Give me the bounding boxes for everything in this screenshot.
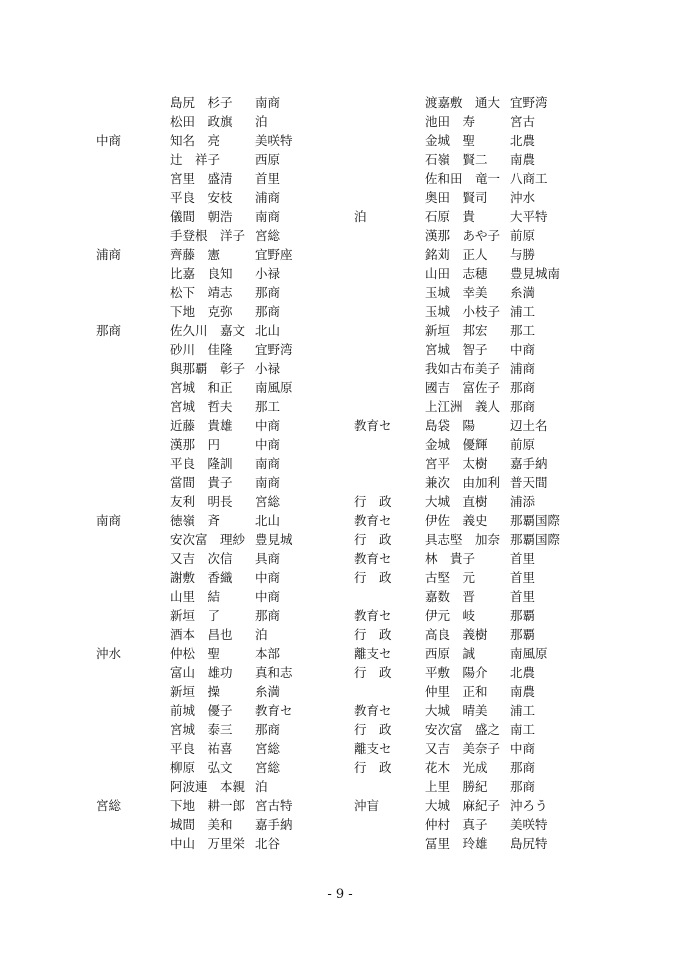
school-name: 西原: [255, 152, 281, 167]
table-row: [0, 511, 340, 530]
group-label: 行 政: [354, 570, 392, 585]
school-name: 那覇国際: [510, 532, 561, 547]
table-row: [340, 739, 680, 758]
school-name: 豊見城南: [510, 266, 561, 281]
table-row: [340, 169, 680, 188]
person-name: 國吉 富佐子: [425, 380, 501, 395]
person-name: 前城 優子: [170, 703, 233, 718]
table-row: [0, 663, 340, 682]
school-name: 中商: [255, 589, 281, 604]
school-name: 那商: [510, 380, 536, 395]
group-label: 行 政: [354, 722, 392, 737]
person-name: 砂川 佳隆: [170, 342, 233, 357]
school-name: 北農: [510, 133, 536, 148]
person-name: 宮城 泰三: [170, 722, 233, 737]
school-name: 中商: [510, 342, 536, 357]
school-name: 美咲特: [510, 817, 548, 832]
school-name: 南農: [510, 684, 536, 699]
table-row: [340, 302, 680, 321]
person-name: 富山 雄功: [170, 665, 233, 680]
person-name: 山里 結: [170, 589, 221, 604]
table-row: [340, 758, 680, 777]
right-column: [340, 93, 680, 853]
school-name: 那工: [510, 323, 536, 338]
table-row: [340, 207, 680, 226]
person-name: 平良 隆訓: [170, 456, 233, 471]
person-name: 石嶺 賢二: [425, 152, 488, 167]
school-name: 那商: [255, 285, 281, 300]
school-name: 泊: [255, 114, 268, 129]
person-name: 宮里 盛清: [170, 171, 233, 186]
group-label: 行 政: [354, 627, 392, 642]
group-label: 那商: [96, 323, 122, 338]
school-name: 前原: [510, 437, 536, 452]
school-name: 宮総: [255, 741, 281, 756]
person-name: 伊元 岐: [425, 608, 476, 623]
school-name: 北農: [510, 665, 536, 680]
school-name: 北山: [255, 513, 281, 528]
table-row: [0, 321, 340, 340]
table-row: [0, 720, 340, 739]
table-row: [340, 416, 680, 435]
table-row: [340, 340, 680, 359]
school-name: 豊見城: [255, 532, 293, 547]
person-name: 冨里 玲雄: [425, 836, 488, 851]
person-name: 古堅 元: [425, 570, 476, 585]
school-name: 本部: [255, 646, 281, 661]
person-name: 當間 貴子: [170, 475, 233, 490]
group-label: 離支セ: [354, 741, 392, 756]
table-row: [340, 682, 680, 701]
person-name: 新垣 操: [170, 684, 221, 699]
table-row: [340, 644, 680, 663]
table-row: [0, 492, 340, 511]
person-name: 友利 明長: [170, 494, 233, 509]
group-label: 離支セ: [354, 646, 392, 661]
school-name: 宮古: [510, 114, 536, 129]
person-name: 上里 勝紀: [425, 779, 488, 794]
table-row: [340, 264, 680, 283]
table-row: [0, 283, 340, 302]
school-name: 浦商: [255, 190, 281, 205]
table-row: [340, 226, 680, 245]
group-label: 沖盲: [354, 798, 380, 813]
person-name: 新垣 邦宏: [425, 323, 488, 338]
page-number: - 9 -: [327, 887, 353, 902]
school-name: 那覇: [510, 608, 536, 623]
school-name: 首里: [255, 171, 281, 186]
table-row: [340, 815, 680, 834]
person-name: 西原 誠: [425, 646, 476, 661]
table-row: [340, 188, 680, 207]
school-name: 普天間: [510, 475, 548, 490]
person-name: 池田 寿: [425, 114, 476, 129]
table-row: [340, 796, 680, 815]
school-name: 糸満: [255, 684, 281, 699]
person-name: 下地 克弥: [170, 304, 233, 319]
person-name: 伊佐 義史: [425, 513, 488, 528]
school-name: 中商: [255, 437, 281, 452]
person-name: 比嘉 良知: [170, 266, 233, 281]
school-name: 那商: [255, 304, 281, 319]
person-name: 松田 政旗: [170, 114, 233, 129]
school-name: 辺土名: [510, 418, 548, 433]
school-name: 嘉手納: [510, 456, 548, 471]
person-name: 宮城 智子: [425, 342, 488, 357]
table-row: [0, 226, 340, 245]
table-row: [340, 150, 680, 169]
table-row: [340, 321, 680, 340]
table-row: [0, 435, 340, 454]
school-name: 教育セ: [255, 703, 293, 718]
table-row: [0, 644, 340, 663]
table-row: [0, 207, 340, 226]
person-name: 宮城 哲夫: [170, 399, 233, 414]
person-name: 仲村 真子: [425, 817, 488, 832]
school-name: 那工: [255, 399, 281, 414]
school-name: 前原: [510, 228, 536, 243]
person-name: 安次富 理紗: [170, 532, 246, 547]
person-name: 漢那 あや子: [425, 228, 501, 243]
table-row: [340, 568, 680, 587]
person-name: 安次富 盛之: [425, 722, 501, 737]
table-row: [0, 169, 340, 188]
school-name: 与勝: [510, 247, 536, 262]
table-row: [340, 663, 680, 682]
table-row: [0, 93, 340, 112]
school-name: 南商: [255, 475, 281, 490]
person-name: 玉城 幸美: [425, 285, 488, 300]
group-label: 行 政: [354, 532, 392, 547]
person-name: 知名 亮: [170, 133, 221, 148]
table-row: [0, 625, 340, 644]
table-row: [0, 815, 340, 834]
school-name: 那商: [255, 608, 281, 623]
person-name: 手登根 洋子: [170, 228, 246, 243]
school-name: 島尻特: [510, 836, 548, 851]
person-name: 又吉 次信: [170, 551, 233, 566]
table-row: [0, 454, 340, 473]
school-name: 宮総: [255, 494, 281, 509]
school-name: 南商: [255, 209, 281, 224]
group-label: 教育セ: [354, 513, 392, 528]
school-name: 浦工: [510, 703, 536, 718]
school-name: 浦商: [510, 361, 536, 376]
person-name: 齊藤 憲: [170, 247, 221, 262]
table-row: [0, 701, 340, 720]
person-name: 下地 耕一郎: [170, 798, 246, 813]
school-name: 八商工: [510, 171, 548, 186]
table-row: [340, 834, 680, 853]
group-label: 泊: [354, 209, 367, 224]
person-name: 謝敷 香織: [170, 570, 233, 585]
group-label: 浦商: [96, 247, 122, 262]
school-name: 那商: [255, 722, 281, 737]
school-name: 大平特: [510, 209, 548, 224]
person-name: 石原 貴: [425, 209, 476, 224]
table-row: [0, 473, 340, 492]
table-row: [0, 568, 340, 587]
table-row: [0, 549, 340, 568]
person-name: 我如古布美子: [425, 361, 501, 376]
person-name: 渡嘉敷 通大: [425, 95, 501, 110]
table-row: [340, 435, 680, 454]
table-row: [340, 549, 680, 568]
school-name: 南工: [510, 722, 536, 737]
table-row: [340, 587, 680, 606]
table-row: [340, 530, 680, 549]
table-row: [0, 796, 340, 815]
table-row: [340, 701, 680, 720]
school-name: 浦工: [510, 304, 536, 319]
table-row: [340, 625, 680, 644]
group-label: 行 政: [354, 494, 392, 509]
table-row: [340, 359, 680, 378]
table-row: [340, 378, 680, 397]
table-row: [0, 188, 340, 207]
person-name: 近藤 貴雄: [170, 418, 233, 433]
table-row: [340, 112, 680, 131]
person-name: 徳嶺 斉: [170, 513, 221, 528]
group-label: 教育セ: [354, 418, 392, 433]
table-row: [340, 397, 680, 416]
school-name: 宮古特: [255, 798, 293, 813]
school-name: 浦添: [510, 494, 536, 509]
table-row: [340, 245, 680, 264]
school-name: 泊: [255, 627, 268, 642]
person-name: 阿波連 本親: [170, 779, 246, 794]
person-name: 玉城 小枝子: [425, 304, 501, 319]
table-row: [340, 283, 680, 302]
school-name: 宜野座: [255, 247, 293, 262]
school-name: 中商: [255, 418, 281, 433]
group-label: 行 政: [354, 665, 392, 680]
table-row: [340, 492, 680, 511]
person-name: 山田 志穂: [425, 266, 488, 281]
person-name: 柳原 弘文: [170, 760, 233, 775]
person-name: 儀間 朝浩: [170, 209, 233, 224]
person-name: 宮城 和正: [170, 380, 233, 395]
school-name: 美咲特: [255, 133, 293, 148]
table-row: [0, 758, 340, 777]
person-name: 金城 聖: [425, 133, 476, 148]
school-name: 南商: [255, 95, 281, 110]
person-name: 大城 直樹: [425, 494, 488, 509]
school-name: 那覇: [510, 627, 536, 642]
person-name: 平良 安枝: [170, 190, 233, 205]
school-name: 南商: [255, 456, 281, 471]
person-name: 嘉数 晋: [425, 589, 476, 604]
school-name: 首里: [510, 551, 536, 566]
table-row: [0, 112, 340, 131]
group-label: 南商: [96, 513, 122, 528]
school-name: 那商: [510, 760, 536, 775]
table-row: [0, 245, 340, 264]
table-row: [340, 454, 680, 473]
person-name: 銘苅 正人: [425, 247, 488, 262]
table-row: [0, 682, 340, 701]
table-row: [0, 739, 340, 758]
school-name: 那商: [510, 399, 536, 414]
school-name: 宮総: [255, 760, 281, 775]
table-row: [0, 302, 340, 321]
group-label: 教育セ: [354, 608, 392, 623]
school-name: 那覇国際: [510, 513, 561, 528]
person-name: 大城 晴美: [425, 703, 488, 718]
table-row: [0, 530, 340, 549]
school-name: 北山: [255, 323, 281, 338]
group-label: 教育セ: [354, 551, 392, 566]
person-name: 兼次 由加利: [425, 475, 501, 490]
school-name: 中商: [255, 570, 281, 585]
table-row: [0, 777, 340, 796]
school-name: 南農: [510, 152, 536, 167]
group-label: 行 政: [354, 760, 392, 775]
person-name: 松下 靖志: [170, 285, 233, 300]
school-name: 宜野湾: [510, 95, 548, 110]
table-row: [340, 93, 680, 112]
person-name: 佐和田 竜一: [425, 171, 501, 186]
school-name: 宜野湾: [255, 342, 293, 357]
person-name: 上江洲 義人: [425, 399, 501, 414]
school-name: 宮総: [255, 228, 281, 243]
person-name: 林 貴子: [425, 551, 476, 566]
school-name: 嘉手納: [255, 817, 293, 832]
school-name: 南風原: [255, 380, 293, 395]
person-name: 城間 美和: [170, 817, 233, 832]
school-name: 那商: [510, 779, 536, 794]
person-name: 大城 麻紀子: [425, 798, 501, 813]
table-row: [0, 587, 340, 606]
person-name: 酒本 昌也: [170, 627, 233, 642]
school-name: 泊: [255, 779, 268, 794]
table-row: [340, 511, 680, 530]
person-name: 仲松 聖: [170, 646, 221, 661]
person-name: 花木 光成: [425, 760, 488, 775]
school-name: 中商: [510, 741, 536, 756]
table-row: [340, 473, 680, 492]
school-name: 北谷: [255, 836, 281, 851]
person-name: 金城 優輝: [425, 437, 488, 452]
person-name: 漢那 円: [170, 437, 221, 452]
table-row: [0, 834, 340, 853]
group-label: 沖水: [96, 646, 122, 661]
person-name: 奥田 賢司: [425, 190, 488, 205]
table-row: [0, 131, 340, 150]
school-name: 南風原: [510, 646, 548, 661]
school-name: 沖ろう: [510, 798, 548, 813]
school-name: 沖水: [510, 190, 536, 205]
person-name: 中山 万里栄: [170, 836, 246, 851]
table-row: [0, 416, 340, 435]
school-name: 小禄: [255, 361, 281, 376]
person-name: 新垣 了: [170, 608, 221, 623]
school-name: 首里: [510, 570, 536, 585]
table-row: [0, 340, 340, 359]
table-row: [340, 606, 680, 625]
school-name: 真和志: [255, 665, 293, 680]
table-row: [340, 720, 680, 739]
school-name: 糸満: [510, 285, 536, 300]
person-name: 具志堅 加奈: [425, 532, 501, 547]
person-name: 島袋 陽: [425, 418, 476, 433]
left-column: [0, 93, 340, 853]
person-name: 與那覇 彰子: [170, 361, 246, 376]
person-name: 宮平 太樹: [425, 456, 488, 471]
person-name: 平敷 陽介: [425, 665, 488, 680]
table-row: [0, 264, 340, 283]
table-row: [0, 378, 340, 397]
school-name: 具商: [255, 551, 281, 566]
person-name: 島尻 杉子: [170, 95, 233, 110]
group-label: 中商: [96, 133, 122, 148]
table-row: [0, 359, 340, 378]
table-row: [0, 397, 340, 416]
school-name: 小禄: [255, 266, 281, 281]
school-name: 首里: [510, 589, 536, 604]
table-row: [340, 777, 680, 796]
person-name: 佐久川 嘉文: [170, 323, 246, 338]
person-name: 又吉 美奈子: [425, 741, 501, 756]
group-label: 宮総: [96, 798, 122, 813]
table-row: [0, 150, 340, 169]
person-name: 仲里 正和: [425, 684, 488, 699]
table-row: [340, 131, 680, 150]
person-name: 辻 祥子: [170, 152, 221, 167]
person-name: 平良 祐喜: [170, 741, 233, 756]
table-row: [0, 606, 340, 625]
person-name: 高良 義樹: [425, 627, 488, 642]
group-label: 教育セ: [354, 703, 392, 718]
